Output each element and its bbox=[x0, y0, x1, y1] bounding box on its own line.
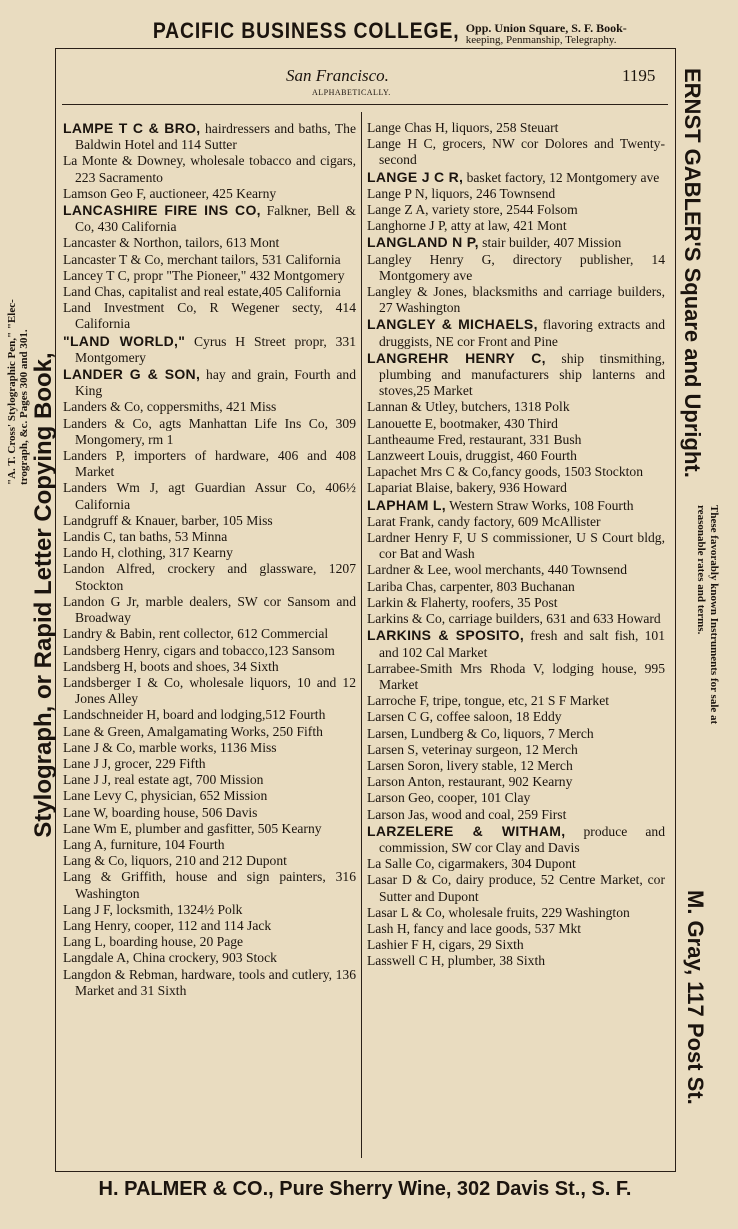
entry-text: Lang A, furniture, 104 Fourth bbox=[63, 836, 225, 852]
entry-text: Falkner, Bell & Co, 430 California bbox=[75, 203, 356, 235]
directory-entry bbox=[63, 740, 356, 756]
entry-text: Landsberg Henry, cigars and tobacco,123 Sansom bbox=[63, 642, 335, 658]
directory-entry bbox=[63, 416, 356, 448]
entry-text: Landon G Jr, marble dealers, SW cor Sansom and Broadway bbox=[63, 593, 356, 626]
entry-text: Lane J & Co, marble works, 1136 Miss bbox=[63, 739, 277, 755]
entry-text: Lapachet Mrs C & Co,fancy goods, 1503 Stockton bbox=[367, 464, 643, 480]
directory-entry bbox=[63, 805, 356, 821]
entry-text: Landers & Co, agts Manhattan Life Ins Co, 309 Mongomery, rm 1 bbox=[63, 415, 356, 447]
directory-entry bbox=[367, 234, 665, 251]
right-margin-ad-gray: M. Gray, 117 Post St. bbox=[683, 890, 708, 1105]
directory-entry bbox=[63, 252, 356, 268]
entry-business-name: "LAND WORLD," bbox=[63, 332, 186, 349]
entry-text: La Monte & Downey, wholesale tobacco and cigars, 223 Sacramento bbox=[63, 153, 356, 185]
entry-text: Lamson Geo F, auctioneer, 425 Kearny bbox=[63, 185, 277, 201]
entry-text: Larsen S, veterinay surgeon, 12 Merch bbox=[367, 741, 578, 757]
header-rule bbox=[55, 48, 675, 49]
entry-text: Larrabee-Smith Mrs Rhoda V, lodging house, 995 Market bbox=[367, 660, 665, 692]
entry-business-name: LANCASHIRE FIRE INS CO, bbox=[63, 202, 261, 219]
directory-entry bbox=[63, 772, 356, 788]
directory-entry bbox=[63, 333, 356, 366]
directory-entry bbox=[367, 464, 665, 480]
entry-text: Larroche F, tripe, tongue, etc, 21 S F Market bbox=[367, 693, 610, 709]
entry-text: Lantheaume Fred, restaurant, 331 Bush bbox=[367, 431, 582, 447]
entry-text: Lancaster & Northon, tailors, 613 Mont bbox=[63, 235, 280, 251]
directory-entry bbox=[367, 136, 665, 168]
directory-entry bbox=[367, 693, 665, 709]
entry-text: Lashier F H, cigars, 29 Sixth bbox=[367, 937, 524, 953]
entry-text: Lane J J, grocer, 229 Fifth bbox=[63, 755, 206, 771]
entry-text: hay and grain, Fourth and King bbox=[75, 367, 356, 399]
entry-text: fresh and salt fish, 101 and 102 Cal Market bbox=[379, 628, 665, 660]
entry-text: basket factory, 12 Montgomery ave bbox=[463, 169, 660, 185]
directory-entry bbox=[63, 626, 356, 642]
directory-entry bbox=[367, 218, 665, 234]
entry-text: Lasar D & Co, dairy produce, 52 Centre Market, cor Sutter and Dupont bbox=[367, 872, 665, 904]
directory-entry bbox=[367, 856, 665, 872]
entry-text: Larkins & Co, carriage builders, 631 and 633 Howard bbox=[367, 611, 661, 627]
entry-text: Landers Wm J, agt Guardian Assur Co, 406½ California bbox=[63, 480, 356, 512]
entry-text: Lane Wm E, plumber and gasfitter, 505 Kearny bbox=[63, 820, 322, 836]
directory-entry bbox=[63, 902, 356, 918]
directory-entry bbox=[367, 595, 665, 611]
page-subheading: ALPHABETICALLY. bbox=[312, 88, 391, 97]
directory-entry bbox=[367, 790, 665, 806]
left-margin-small-line2: trograph, &c. Pages 300 and 301. bbox=[18, 329, 30, 485]
entry-text: Larson Anton, restaurant, 902 Kearny bbox=[367, 774, 573, 790]
footer-advertisement: H. PALMER & CO., Pure Sherry Wine, 302 Davis St., S. F. bbox=[98, 1178, 632, 1200]
directory-entry bbox=[63, 788, 356, 804]
left-margin-small-ad bbox=[6, 0, 30, 1125]
directory-entry bbox=[367, 823, 665, 856]
page-number: 1195 bbox=[622, 66, 656, 85]
entry-text: Langdale A, China crockery, 903 Stock bbox=[63, 950, 277, 966]
entry-text: Landsberg H, boots and shoes, 34 Sixth bbox=[63, 658, 279, 674]
entry-text: Landsberger I & Co, wholesale liquors, 10 and 12 Jones Alley bbox=[63, 674, 356, 707]
entry-text: Lancey T C, propr "The Pioneer," 432 Montgomery bbox=[63, 267, 345, 283]
directory-entry bbox=[63, 300, 356, 332]
directory-entry bbox=[367, 284, 665, 316]
directory-entry bbox=[367, 416, 665, 432]
directory-entry bbox=[63, 675, 356, 707]
entry-text: Lanzweert Louis, druggist, 460 Fourth bbox=[367, 448, 577, 464]
directory-entry bbox=[63, 284, 356, 300]
directory-entry bbox=[367, 448, 665, 464]
entry-text: Langdon & Rebman, hardware, tools and cutlery, 136 Market and 31 Sixth bbox=[63, 966, 356, 998]
directory-entry bbox=[367, 514, 665, 530]
entry-business-name: LARZELERE & WITHAM, bbox=[367, 822, 566, 839]
entry-text: Land Chas, capitalist and real estate,405 California bbox=[63, 284, 341, 300]
directory-entry bbox=[367, 742, 665, 758]
entry-text: Langhorne J P, atty at law, 421 Mont bbox=[367, 218, 567, 234]
directory-entry bbox=[63, 513, 356, 529]
entry-text: Lasswell C H, plumber, 38 Sixth bbox=[367, 953, 546, 969]
entry-text: Larat Frank, candy factory, 609 McAllister bbox=[367, 513, 601, 529]
right-margin-ad-line2: reasonable rates and terms. bbox=[695, 505, 707, 635]
directory-entry bbox=[63, 120, 356, 153]
entry-text: Langley & Jones, blacksmiths and carriage builders, 27 Washington bbox=[367, 284, 665, 316]
directory-entry bbox=[367, 579, 665, 595]
directory-entry bbox=[367, 399, 665, 415]
directory-entry bbox=[367, 627, 665, 660]
entry-text: Lando H, clothing, 317 Kearny bbox=[63, 545, 233, 561]
column-divider bbox=[361, 112, 362, 1158]
entry-text: Larson Geo, cooper, 101 Clay bbox=[367, 790, 531, 806]
entry-text: Lariba Chas, carpenter, 803 Buchanan bbox=[367, 578, 575, 594]
directory-entry bbox=[63, 545, 356, 561]
right-margin-ad-instruments bbox=[694, 505, 720, 724]
entry-text: produce and commission, SW cor Clay and Davis bbox=[379, 823, 665, 855]
entry-text: Land Investment Co, R Wegener secty, 414 California bbox=[63, 300, 356, 332]
entry-text: Cyrus H Street propr, 331 Montgomery bbox=[75, 333, 357, 365]
directory-entry bbox=[63, 724, 356, 740]
directory-entry bbox=[63, 918, 356, 934]
directory-entry bbox=[63, 837, 356, 853]
entry-text: Lane & Green, Amalgamating Works, 250 Fifth bbox=[63, 723, 323, 739]
directory-entry bbox=[367, 202, 665, 218]
entry-text: hairdressers and baths, The Baldwin Hotel and 114 Sutter bbox=[75, 121, 356, 153]
directory-entry bbox=[367, 432, 665, 448]
directory-entry bbox=[63, 821, 356, 837]
directory-entry bbox=[63, 529, 356, 545]
entry-business-name: LARKINS & SPOSITO, bbox=[367, 627, 525, 644]
entry-text: Landgruff & Knauer, barber, 105 Miss bbox=[63, 512, 273, 528]
entry-text: Larkin & Flaherty, roofers, 35 Post bbox=[367, 594, 558, 610]
entry-text: Landschneider H, board and lodging,512 Fourth bbox=[63, 707, 326, 723]
entry-text: Lanouette E, bootmaker, 430 Third bbox=[367, 415, 558, 431]
directory-entry bbox=[367, 709, 665, 725]
entry-text: Larson Jas, wood and coal, 259 First bbox=[367, 806, 567, 822]
entry-text: Western Straw Works, 108 Fourth bbox=[445, 497, 634, 513]
entry-text: Landry & Babin, rent collector, 612 Commercial bbox=[63, 626, 329, 642]
entry-text: Langley Henry G, directory publisher, 14 Montgomery ave bbox=[367, 251, 665, 283]
directory-entry bbox=[367, 661, 665, 693]
directory-entry bbox=[367, 350, 665, 400]
entry-text: Lange H C, grocers, NW cor Dolores and Twenty-second bbox=[367, 136, 665, 168]
directory-entry bbox=[367, 774, 665, 790]
directory-entry bbox=[63, 448, 356, 480]
entry-text: Lane W, boarding house, 506 Davis bbox=[63, 804, 258, 820]
right-margin-ad-line1: These favorably known Instruments for sale at bbox=[708, 505, 720, 725]
entry-text: Larsen Soron, livery stable, 12 Merch bbox=[367, 757, 573, 773]
entry-business-name: LAPHAM L, bbox=[367, 496, 446, 513]
entry-business-name: LANGREHR HENRY C, bbox=[367, 349, 546, 366]
directory-entry bbox=[367, 120, 665, 136]
entry-text: Lash H, fancy and lace goods, 537 Mkt bbox=[367, 920, 582, 936]
header-ad-details bbox=[465, 20, 627, 46]
directory-entry bbox=[63, 561, 356, 593]
directory-entry bbox=[63, 399, 356, 415]
directory-entry bbox=[63, 934, 356, 950]
header-advertisement bbox=[0, 18, 738, 46]
directory-entry bbox=[63, 950, 356, 966]
left-directory-column bbox=[63, 120, 356, 999]
left-margin-advertisement: Stylograph, or Rapid Letter Copying Book, bbox=[30, 352, 57, 838]
directory-entry bbox=[367, 807, 665, 823]
entry-text: Larsen C G, coffee saloon, 18 Eddy bbox=[367, 709, 562, 725]
entry-text: Lannan & Utley, butchers, 1318 Polk bbox=[367, 399, 570, 415]
directory-entry bbox=[63, 594, 356, 626]
entry-business-name: LANGE J C R, bbox=[367, 168, 464, 185]
directory-entry bbox=[63, 869, 356, 901]
right-border bbox=[675, 48, 676, 1172]
entry-text: Lang & Griffith, house and sign painters, 316 Washington bbox=[63, 869, 356, 901]
directory-entry bbox=[63, 756, 356, 772]
directory-entry bbox=[63, 186, 356, 202]
entry-text: Lane J J, real estate agt, 700 Mission bbox=[63, 772, 264, 788]
right-margin-ad-gabler: ERNST GABLER'S Square and Upright. bbox=[680, 68, 705, 478]
entry-text: Lange Chas H, liquors, 258 Steuart bbox=[367, 120, 559, 135]
entry-text: Lasar L & Co, wholesale fruits, 229 Washington bbox=[367, 904, 630, 920]
directory-entry bbox=[367, 726, 665, 742]
entry-text: Lange P N, liquors, 246 Townsend bbox=[367, 185, 556, 201]
directory-entry bbox=[63, 268, 356, 284]
directory-entry bbox=[63, 659, 356, 675]
entry-text: Lardner Henry F, U S commissioner, U S Court bldg, cor Bat and Wash bbox=[367, 530, 665, 562]
directory-entry bbox=[367, 921, 665, 937]
directory-entry bbox=[367, 562, 665, 578]
entry-text: Lang J F, locksmith, 1324½ Polk bbox=[63, 901, 243, 917]
directory-entry bbox=[63, 967, 356, 999]
header-college-name: PACIFIC BUSINESS COLLEGE, bbox=[153, 18, 460, 43]
entry-text: ship tinsmithing, plumbing and manufacturers ship lanterns and stoves,25 Market bbox=[379, 350, 665, 399]
entry-business-name: LANGLAND N P, bbox=[367, 234, 479, 251]
entry-business-name: LANDER G & SON, bbox=[63, 366, 201, 383]
entry-business-name: LANGLEY & MICHAELS, bbox=[367, 316, 538, 333]
entry-text: Lardner & Lee, wool merchants, 440 Townsend bbox=[367, 562, 628, 578]
directory-entry bbox=[367, 530, 665, 562]
directory-entry bbox=[367, 905, 665, 921]
directory-entry bbox=[367, 611, 665, 627]
directory-entry bbox=[63, 202, 356, 235]
entry-text: Landers P, importers of hardware, 406 and 408 Market bbox=[63, 448, 356, 480]
entry-text: Landis C, tan baths, 53 Minna bbox=[63, 529, 228, 545]
entry-text: La Salle Co, cigarmakers, 304 Dupont bbox=[367, 856, 576, 872]
directory-entry bbox=[367, 758, 665, 774]
entry-text: Lang & Co, liquors, 210 and 212 Dupont bbox=[63, 853, 287, 869]
directory-entry bbox=[63, 853, 356, 869]
directory-entry bbox=[367, 169, 665, 186]
entry-text: Lang L, boarding house, 20 Page bbox=[63, 934, 244, 950]
directory-entry bbox=[63, 366, 356, 399]
directory-entry bbox=[367, 316, 665, 349]
directory-entry bbox=[63, 707, 356, 723]
entry-text: Lapariat Blaise, bakery, 936 Howard bbox=[367, 480, 567, 496]
directory-entry bbox=[367, 872, 665, 904]
directory-entry bbox=[367, 953, 665, 969]
right-directory-column bbox=[367, 120, 665, 970]
entry-text: Lang Henry, cooper, 112 and 114 Jack bbox=[63, 917, 272, 933]
entry-business-name: LAMPE T C & BRO, bbox=[63, 120, 201, 136]
entry-text: Landers & Co, coppersmiths, 421 Miss bbox=[63, 399, 277, 415]
directory-entry bbox=[63, 643, 356, 659]
header-ad-line1: Opp. Union Square, S. F. Book- bbox=[465, 20, 627, 35]
page-city-heading: San Francisco. bbox=[286, 66, 389, 85]
subhead-rule bbox=[62, 104, 668, 105]
left-margin-small-line1: "A. T. Cross' Stylographic Pen," "Elec- bbox=[6, 299, 18, 485]
directory-entry bbox=[367, 937, 665, 953]
directory-entry bbox=[367, 480, 665, 496]
directory-entry bbox=[63, 480, 356, 512]
directory-entry bbox=[63, 235, 356, 251]
entry-text: flavoring extracts and druggists, NE cor Front and Pine bbox=[379, 317, 665, 349]
entry-text: stair builder, 407 Mission bbox=[478, 235, 622, 251]
entry-text: Lange Z A, variety store, 2544 Folsom bbox=[367, 202, 578, 218]
directory-entry bbox=[367, 252, 665, 284]
header-ad-line2: keeping, Penmanship, Telegraphy. bbox=[465, 33, 617, 46]
entry-text: Larsen, Lundberg & Co, liquors, 7 Merch bbox=[367, 725, 594, 741]
entry-text: Lancaster T & Co, merchant tailors, 531 California bbox=[63, 251, 341, 267]
directory-entry bbox=[367, 186, 665, 202]
entry-text: Landon Alfred, crockery and glassware, 1207 Stockton bbox=[63, 561, 356, 593]
directory-entry bbox=[63, 153, 356, 185]
directory-entry bbox=[367, 497, 665, 514]
footer-rule bbox=[55, 1171, 676, 1172]
entry-text: Lane Levy C, physician, 652 Mission bbox=[63, 788, 268, 804]
